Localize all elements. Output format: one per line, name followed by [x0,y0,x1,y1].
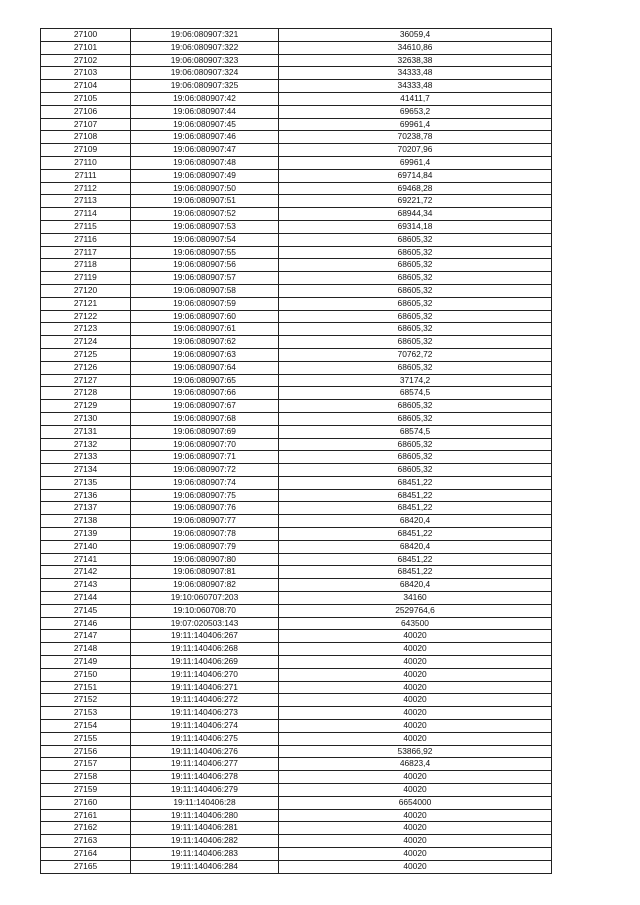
value-cell: 68605,32 [279,336,552,349]
row-number-cell: 27102 [41,54,131,67]
table-row [41,758,552,771]
value-cell: 68605,32 [279,233,552,246]
cadastral-number-cell: 19:06:080907:70 [131,438,279,451]
cadastral-number-cell: 19:06:080907:51 [131,195,279,208]
row-number-cell: 27112 [41,182,131,195]
table-row [41,387,552,400]
cadastral-number-cell: 19:06:080907:46 [131,131,279,144]
value-cell: 69314,18 [279,220,552,233]
value-cell: 40020 [279,720,552,733]
table-row [41,374,552,387]
cadastral-number-cell: 19:11:140406:277 [131,758,279,771]
row-number-cell: 27111 [41,169,131,182]
cadastral-number-cell: 19:06:080907:44 [131,105,279,118]
cadastral-number-cell: 19:06:080907:53 [131,220,279,233]
row-number-cell: 27131 [41,425,131,438]
value-cell: 68605,32 [279,464,552,477]
row-number-cell: 27159 [41,784,131,797]
cadastral-number-cell: 19:06:080907:59 [131,297,279,310]
value-cell: 40020 [279,860,552,873]
table-row [41,464,552,477]
value-cell: 53866,92 [279,745,552,758]
cadastral-number-cell: 19:06:080907:55 [131,246,279,259]
cadastral-number-cell: 19:06:080907:68 [131,412,279,425]
value-cell: 68451,22 [279,553,552,566]
row-number-cell: 27115 [41,220,131,233]
row-number-cell: 27127 [41,374,131,387]
row-number-cell: 27155 [41,732,131,745]
cadastral-number-cell: 19:06:080907:76 [131,502,279,515]
table-row [41,681,552,694]
value-cell: 69714,84 [279,169,552,182]
value-cell: 68605,32 [279,412,552,425]
cadastral-number-cell: 19:11:140406:28 [131,796,279,809]
table-row [41,310,552,323]
table-row [41,592,552,605]
table-row [41,860,552,873]
value-cell: 69961,4 [279,118,552,131]
cadastral-number-cell: 19:11:140406:273 [131,707,279,720]
cadastral-number-cell: 19:06:080907:78 [131,528,279,541]
value-cell: 69221,72 [279,195,552,208]
row-number-cell: 27105 [41,92,131,105]
cadastral-number-cell: 19:06:080907:325 [131,80,279,93]
cadastral-number-cell: 19:06:080907:64 [131,361,279,374]
row-number-cell: 27133 [41,451,131,464]
table-row [41,425,552,438]
table-row [41,29,552,42]
table-row [41,604,552,617]
value-cell: 40020 [279,681,552,694]
value-cell: 68605,32 [279,323,552,336]
value-cell: 68605,32 [279,451,552,464]
row-number-cell: 27163 [41,835,131,848]
cadastral-number-cell: 19:11:140406:269 [131,656,279,669]
row-number-cell: 27147 [41,630,131,643]
cadastral-number-cell: 19:11:140406:271 [131,681,279,694]
value-cell: 32638,38 [279,54,552,67]
data-table [40,28,552,874]
row-number-cell: 27134 [41,464,131,477]
row-number-cell: 27164 [41,848,131,861]
row-number-cell: 27116 [41,233,131,246]
value-cell: 68605,32 [279,272,552,285]
value-cell: 69468,28 [279,182,552,195]
table-row [41,720,552,733]
value-cell: 68605,32 [279,259,552,272]
table-row [41,732,552,745]
cadastral-number-cell: 19:07:020503:143 [131,617,279,630]
cadastral-number-cell: 19:11:140406:270 [131,668,279,681]
row-number-cell: 27161 [41,809,131,822]
row-number-cell: 27119 [41,272,131,285]
row-number-cell: 27104 [41,80,131,93]
cadastral-number-cell: 19:11:140406:282 [131,835,279,848]
row-number-cell: 27125 [41,348,131,361]
row-number-cell: 27165 [41,860,131,873]
table-row [41,438,552,451]
row-number-cell: 27135 [41,476,131,489]
cadastral-number-cell: 19:06:080907:61 [131,323,279,336]
row-number-cell: 27124 [41,336,131,349]
cadastral-number-cell: 19:06:080907:52 [131,208,279,221]
cadastral-number-cell: 19:06:080907:62 [131,336,279,349]
cadastral-number-cell: 19:06:080907:60 [131,310,279,323]
value-cell: 68574,5 [279,425,552,438]
cadastral-number-cell: 19:06:080907:80 [131,553,279,566]
table-row [41,848,552,861]
row-number-cell: 27158 [41,771,131,784]
value-cell: 34333,48 [279,80,552,93]
cadastral-number-cell: 19:06:080907:65 [131,374,279,387]
table-row [41,284,552,297]
table-row [41,643,552,656]
table-row [41,617,552,630]
row-number-cell: 27118 [41,259,131,272]
table-row [41,54,552,67]
cadastral-number-cell: 19:06:080907:82 [131,579,279,592]
row-number-cell: 27154 [41,720,131,733]
cadastral-number-cell: 19:06:080907:47 [131,144,279,157]
row-number-cell: 27122 [41,310,131,323]
value-cell: 68605,32 [279,297,552,310]
value-cell: 68420,4 [279,579,552,592]
table-row [41,118,552,131]
value-cell: 68451,22 [279,502,552,515]
table-row [41,105,552,118]
cadastral-number-cell: 19:06:080907:323 [131,54,279,67]
row-number-cell: 27129 [41,400,131,413]
row-number-cell: 27141 [41,553,131,566]
table-row [41,67,552,80]
cadastral-number-cell: 19:06:080907:69 [131,425,279,438]
table-row [41,553,552,566]
row-number-cell: 27128 [41,387,131,400]
cadastral-number-cell: 19:11:140406:274 [131,720,279,733]
table-row [41,630,552,643]
value-cell: 68605,32 [279,361,552,374]
cadastral-number-cell: 19:11:140406:281 [131,822,279,835]
table-row [41,182,552,195]
row-number-cell: 27117 [41,246,131,259]
value-cell: 34610,86 [279,41,552,54]
value-cell: 40020 [279,784,552,797]
table-row [41,195,552,208]
cadastral-number-cell: 19:06:080907:63 [131,348,279,361]
value-cell: 70762,72 [279,348,552,361]
value-cell: 68605,32 [279,284,552,297]
table-row [41,707,552,720]
row-number-cell: 27153 [41,707,131,720]
value-cell: 68605,32 [279,400,552,413]
row-number-cell: 27107 [41,118,131,131]
row-number-cell: 27103 [41,67,131,80]
table-row [41,220,552,233]
table-row [41,745,552,758]
value-cell: 643500 [279,617,552,630]
value-cell: 68944,34 [279,208,552,221]
value-cell: 40020 [279,848,552,861]
cadastral-number-cell: 19:06:080907:56 [131,259,279,272]
value-cell: 40020 [279,732,552,745]
table-row [41,233,552,246]
cadastral-number-cell: 19:11:140406:279 [131,784,279,797]
value-cell: 2529764,6 [279,604,552,617]
table-row [41,272,552,285]
row-number-cell: 27142 [41,566,131,579]
table-row [41,476,552,489]
table-row [41,835,552,848]
table-body [41,29,552,874]
cadastral-number-cell: 19:06:080907:324 [131,67,279,80]
cadastral-number-cell: 19:11:140406:283 [131,848,279,861]
cadastral-number-cell: 19:06:080907:77 [131,515,279,528]
cadastral-number-cell: 19:11:140406:280 [131,809,279,822]
cadastral-number-cell: 19:06:080907:58 [131,284,279,297]
table-row [41,668,552,681]
cadastral-number-cell: 19:06:080907:79 [131,540,279,553]
value-cell: 68605,32 [279,438,552,451]
value-cell: 69961,4 [279,156,552,169]
cadastral-number-cell: 19:06:080907:75 [131,489,279,502]
cadastral-number-cell: 19:06:080907:81 [131,566,279,579]
table-row [41,41,552,54]
cadastral-number-cell: 19:06:080907:49 [131,169,279,182]
row-number-cell: 27132 [41,438,131,451]
table-row [41,361,552,374]
row-number-cell: 27101 [41,41,131,54]
value-cell: 40020 [279,707,552,720]
cadastral-number-cell: 19:11:140406:284 [131,860,279,873]
table-row [41,822,552,835]
table-row [41,694,552,707]
value-cell: 40020 [279,668,552,681]
value-cell: 34333,48 [279,67,552,80]
row-number-cell: 27145 [41,604,131,617]
row-number-cell: 27113 [41,195,131,208]
cadastral-number-cell: 19:06:080907:57 [131,272,279,285]
row-number-cell: 27157 [41,758,131,771]
value-cell: 37174,2 [279,374,552,387]
cadastral-number-cell: 19:11:140406:275 [131,732,279,745]
value-cell: 68420,4 [279,540,552,553]
table-row [41,92,552,105]
value-cell: 69653,2 [279,105,552,118]
table-row [41,656,552,669]
cadastral-number-cell: 19:06:080907:322 [131,41,279,54]
value-cell: 40020 [279,630,552,643]
row-number-cell: 27156 [41,745,131,758]
cadastral-number-cell: 19:06:080907:48 [131,156,279,169]
row-number-cell: 27143 [41,579,131,592]
value-cell: 68451,22 [279,566,552,579]
cadastral-number-cell: 19:06:080907:50 [131,182,279,195]
cadastral-number-cell: 19:06:080907:45 [131,118,279,131]
table-row [41,796,552,809]
row-number-cell: 27144 [41,592,131,605]
row-number-cell: 27126 [41,361,131,374]
table-row [41,169,552,182]
table-row [41,208,552,221]
table-row [41,323,552,336]
value-cell: 68451,22 [279,489,552,502]
cadastral-number-cell: 19:11:140406:272 [131,694,279,707]
table-row [41,144,552,157]
table-row [41,400,552,413]
table-row [41,336,552,349]
row-number-cell: 27106 [41,105,131,118]
table-row [41,809,552,822]
row-number-cell: 27149 [41,656,131,669]
cadastral-number-cell: 19:11:140406:278 [131,771,279,784]
row-number-cell: 27162 [41,822,131,835]
value-cell: 68420,4 [279,515,552,528]
value-cell: 70207,96 [279,144,552,157]
cadastral-number-cell: 19:11:140406:267 [131,630,279,643]
table-row [41,771,552,784]
row-number-cell: 27140 [41,540,131,553]
table-row [41,297,552,310]
value-cell: 46823,4 [279,758,552,771]
value-cell: 40020 [279,656,552,669]
value-cell: 68451,22 [279,476,552,489]
cadastral-number-cell: 19:06:080907:74 [131,476,279,489]
cadastral-number-cell: 19:06:080907:54 [131,233,279,246]
value-cell: 70238,78 [279,131,552,144]
cadastral-number-cell: 19:06:080907:42 [131,92,279,105]
value-cell: 40020 [279,694,552,707]
row-number-cell: 27123 [41,323,131,336]
cadastral-number-cell: 19:10:060707:203 [131,592,279,605]
row-number-cell: 27146 [41,617,131,630]
table-row [41,540,552,553]
row-number-cell: 27109 [41,144,131,157]
value-cell: 68605,32 [279,310,552,323]
cadastral-number-cell: 19:10:060708:70 [131,604,279,617]
table-row [41,784,552,797]
table-row [41,502,552,515]
value-cell: 40020 [279,835,552,848]
value-cell: 40020 [279,771,552,784]
cadastral-number-cell: 19:11:140406:276 [131,745,279,758]
row-number-cell: 27120 [41,284,131,297]
cadastral-number-cell: 19:06:080907:66 [131,387,279,400]
value-cell: 41411,7 [279,92,552,105]
row-number-cell: 27137 [41,502,131,515]
cadastral-number-cell: 19:06:080907:321 [131,29,279,42]
table-row [41,579,552,592]
table-row [41,451,552,464]
row-number-cell: 27110 [41,156,131,169]
table-row [41,80,552,93]
value-cell: 34160 [279,592,552,605]
value-cell: 40020 [279,643,552,656]
row-number-cell: 27148 [41,643,131,656]
row-number-cell: 27152 [41,694,131,707]
row-number-cell: 27121 [41,297,131,310]
table-row [41,348,552,361]
cadastral-number-cell: 19:06:080907:67 [131,400,279,413]
row-number-cell: 27151 [41,681,131,694]
row-number-cell: 27139 [41,528,131,541]
table-row [41,131,552,144]
cadastral-number-cell: 19:06:080907:72 [131,464,279,477]
table-row [41,246,552,259]
table-row [41,515,552,528]
row-number-cell: 27100 [41,29,131,42]
row-number-cell: 27138 [41,515,131,528]
value-cell: 68451,22 [279,528,552,541]
row-number-cell: 27114 [41,208,131,221]
cadastral-number-cell: 19:06:080907:71 [131,451,279,464]
row-number-cell: 27136 [41,489,131,502]
row-number-cell: 27160 [41,796,131,809]
table-row [41,259,552,272]
value-cell: 6654000 [279,796,552,809]
table-row [41,566,552,579]
value-cell: 68605,32 [279,246,552,259]
table-row [41,528,552,541]
table-row [41,489,552,502]
row-number-cell: 27108 [41,131,131,144]
row-number-cell: 27130 [41,412,131,425]
row-number-cell: 27150 [41,668,131,681]
table-row [41,156,552,169]
value-cell: 40020 [279,822,552,835]
value-cell: 40020 [279,809,552,822]
value-cell: 36059,4 [279,29,552,42]
table-row [41,412,552,425]
value-cell: 68574,5 [279,387,552,400]
cadastral-number-cell: 19:11:140406:268 [131,643,279,656]
